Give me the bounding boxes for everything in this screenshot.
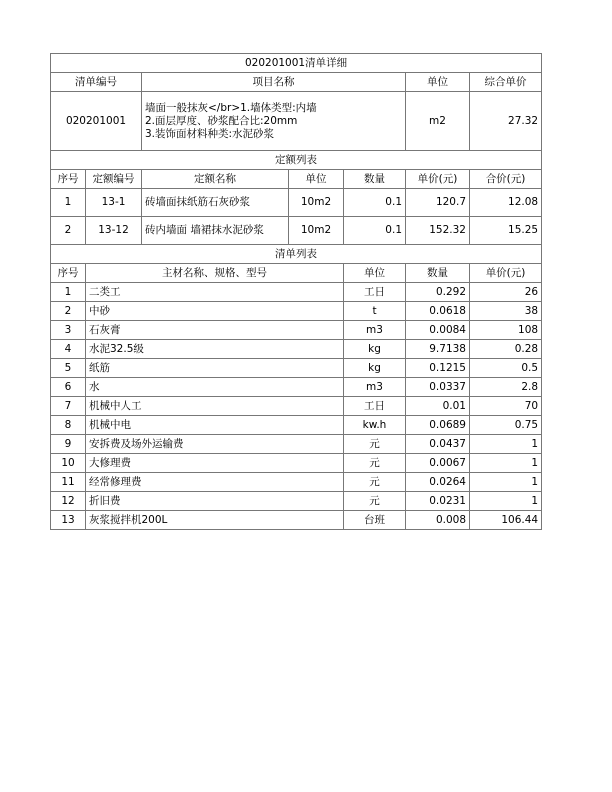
material-unit-price-header: 单价(元) <box>470 264 542 283</box>
material-seq: 2 <box>51 302 86 321</box>
material-unit: 元 <box>344 473 406 492</box>
material-seq-header: 序号 <box>51 264 86 283</box>
material-unit: 工日 <box>344 397 406 416</box>
material-seq: 1 <box>51 283 86 302</box>
material-seq: 10 <box>51 454 86 473</box>
material-row <box>51 492 542 511</box>
title-row <box>51 54 542 73</box>
material-seq: 4 <box>51 340 86 359</box>
bill-name <box>142 92 406 151</box>
material-seq: 3 <box>51 321 86 340</box>
quota-unit-price-header: 单价(元) <box>406 170 470 189</box>
material-unit-price: 106.44 <box>470 511 542 530</box>
material-seq: 12 <box>51 492 86 511</box>
material-unit-header: 单位 <box>344 264 406 283</box>
material-name: 石灰膏 <box>86 321 344 340</box>
material-name: 纸筋 <box>86 359 344 378</box>
material-unit-price: 2.8 <box>470 378 542 397</box>
material-row <box>51 378 542 397</box>
quota-unit-price: 120.7 <box>406 189 470 217</box>
quota-section-title: 定额列表 <box>51 151 542 170</box>
material-unit: kg <box>344 359 406 378</box>
material-name: 中砂 <box>86 302 344 321</box>
material-unit: kw.h <box>344 416 406 435</box>
material-unit-price: 26 <box>470 283 542 302</box>
bill-code: 020201001 <box>51 92 142 151</box>
material-qty: 0.0067 <box>406 454 470 473</box>
quota-qty-header: 数量 <box>344 170 406 189</box>
material-unit: 工日 <box>344 283 406 302</box>
material-row <box>51 473 542 492</box>
material-row <box>51 435 542 454</box>
quota-seq: 1 <box>51 189 86 217</box>
material-seq: 11 <box>51 473 86 492</box>
material-row <box>51 283 542 302</box>
material-unit-price: 0.5 <box>470 359 542 378</box>
bill-name-line: 墙面一般抹灰</br>1.墙体类型:内墙 <box>145 101 317 114</box>
quota-code: 13-12 <box>86 217 142 245</box>
material-seq: 7 <box>51 397 86 416</box>
material-qty: 9.7138 <box>406 340 470 359</box>
material-row <box>51 397 542 416</box>
material-qty: 0.0264 <box>406 473 470 492</box>
material-seq: 5 <box>51 359 86 378</box>
quota-unit: 10m2 <box>289 189 344 217</box>
material-seq: 9 <box>51 435 86 454</box>
bill-row <box>51 92 542 151</box>
material-unit-price: 108 <box>470 321 542 340</box>
bill-price: 27.32 <box>470 92 542 151</box>
bill-header-row <box>51 73 542 92</box>
bill-price-header: 综合单价 <box>470 73 542 92</box>
quota-qty: 0.1 <box>344 189 406 217</box>
material-name: 机械中电 <box>86 416 344 435</box>
material-unit: 元 <box>344 435 406 454</box>
bill-name-header: 项目名称 <box>142 73 406 92</box>
material-seq: 13 <box>51 511 86 530</box>
material-row <box>51 302 542 321</box>
material-qty: 0.0437 <box>406 435 470 454</box>
quota-name-header: 定额名称 <box>142 170 289 189</box>
material-qty: 0.0231 <box>406 492 470 511</box>
quota-total: 12.08 <box>470 189 542 217</box>
material-name: 折旧费 <box>86 492 344 511</box>
quota-seq-header: 序号 <box>51 170 86 189</box>
quota-row <box>51 189 542 217</box>
quota-unit: 10m2 <box>289 217 344 245</box>
material-name: 二类工 <box>86 283 344 302</box>
quota-seq: 2 <box>51 217 86 245</box>
material-unit: 元 <box>344 492 406 511</box>
material-name: 水泥32.5级 <box>86 340 344 359</box>
material-row <box>51 359 542 378</box>
quota-name: 砖内墙面 墙裙抹水泥砂浆 <box>142 217 289 245</box>
material-name: 水 <box>86 378 344 397</box>
bill-name-line: 3.装饰面材料种类:水泥砂浆 <box>145 127 275 140</box>
quota-name: 砖墙面抹纸筋石灰砂浆 <box>142 189 289 217</box>
material-unit-price: 1 <box>470 492 542 511</box>
material-qty: 0.01 <box>406 397 470 416</box>
bill-code-header: 清单编号 <box>51 73 142 92</box>
material-qty: 0.008 <box>406 511 470 530</box>
quota-section-row <box>51 151 542 170</box>
quota-total-header: 合价(元) <box>470 170 542 189</box>
material-unit-price: 0.75 <box>470 416 542 435</box>
material-name: 大修理费 <box>86 454 344 473</box>
quota-unit-price: 152.32 <box>406 217 470 245</box>
material-row <box>51 454 542 473</box>
material-qty-header: 数量 <box>406 264 470 283</box>
material-name: 安拆费及场外运输费 <box>86 435 344 454</box>
bill-unit: m2 <box>406 92 470 151</box>
material-unit: 元 <box>344 454 406 473</box>
bill-name-line: 2.面层厚度、砂浆配合比:20mm <box>145 114 298 127</box>
quota-unit-header: 单位 <box>289 170 344 189</box>
material-row <box>51 340 542 359</box>
quota-row <box>51 217 542 245</box>
material-seq: 6 <box>51 378 86 397</box>
material-name: 经常修理费 <box>86 473 344 492</box>
material-qty: 0.1215 <box>406 359 470 378</box>
material-unit: 台班 <box>344 511 406 530</box>
material-unit: t <box>344 302 406 321</box>
material-section-row <box>51 245 542 264</box>
material-row <box>51 511 542 530</box>
material-unit-price: 38 <box>470 302 542 321</box>
quota-qty: 0.1 <box>344 217 406 245</box>
material-seq: 8 <box>51 416 86 435</box>
bill-unit-header: 单位 <box>406 73 470 92</box>
material-section-title: 清单列表 <box>51 245 542 264</box>
material-qty: 0.0084 <box>406 321 470 340</box>
material-unit: m3 <box>344 378 406 397</box>
bill-detail-table <box>50 53 542 530</box>
material-unit-price: 1 <box>470 473 542 492</box>
material-unit-price: 0.28 <box>470 340 542 359</box>
material-unit-price: 1 <box>470 454 542 473</box>
material-unit: m3 <box>344 321 406 340</box>
material-name: 灰浆搅拌机200L <box>86 511 344 530</box>
quota-code: 13-1 <box>86 189 142 217</box>
material-qty: 0.0689 <box>406 416 470 435</box>
material-header-row <box>51 264 542 283</box>
material-qty: 0.0618 <box>406 302 470 321</box>
quota-code-header: 定额编号 <box>86 170 142 189</box>
material-row <box>51 321 542 340</box>
material-unit: kg <box>344 340 406 359</box>
page-title: 020201001清单详细 <box>51 54 542 73</box>
material-qty: 0.0337 <box>406 378 470 397</box>
material-row <box>51 416 542 435</box>
quota-header-row <box>51 170 542 189</box>
material-unit-price: 1 <box>470 435 542 454</box>
material-unit-price: 70 <box>470 397 542 416</box>
material-rows <box>51 283 542 530</box>
material-name: 机械中人工 <box>86 397 344 416</box>
material-qty: 0.292 <box>406 283 470 302</box>
quota-total: 15.25 <box>470 217 542 245</box>
material-name-header: 主材名称、规格、型号 <box>86 264 344 283</box>
